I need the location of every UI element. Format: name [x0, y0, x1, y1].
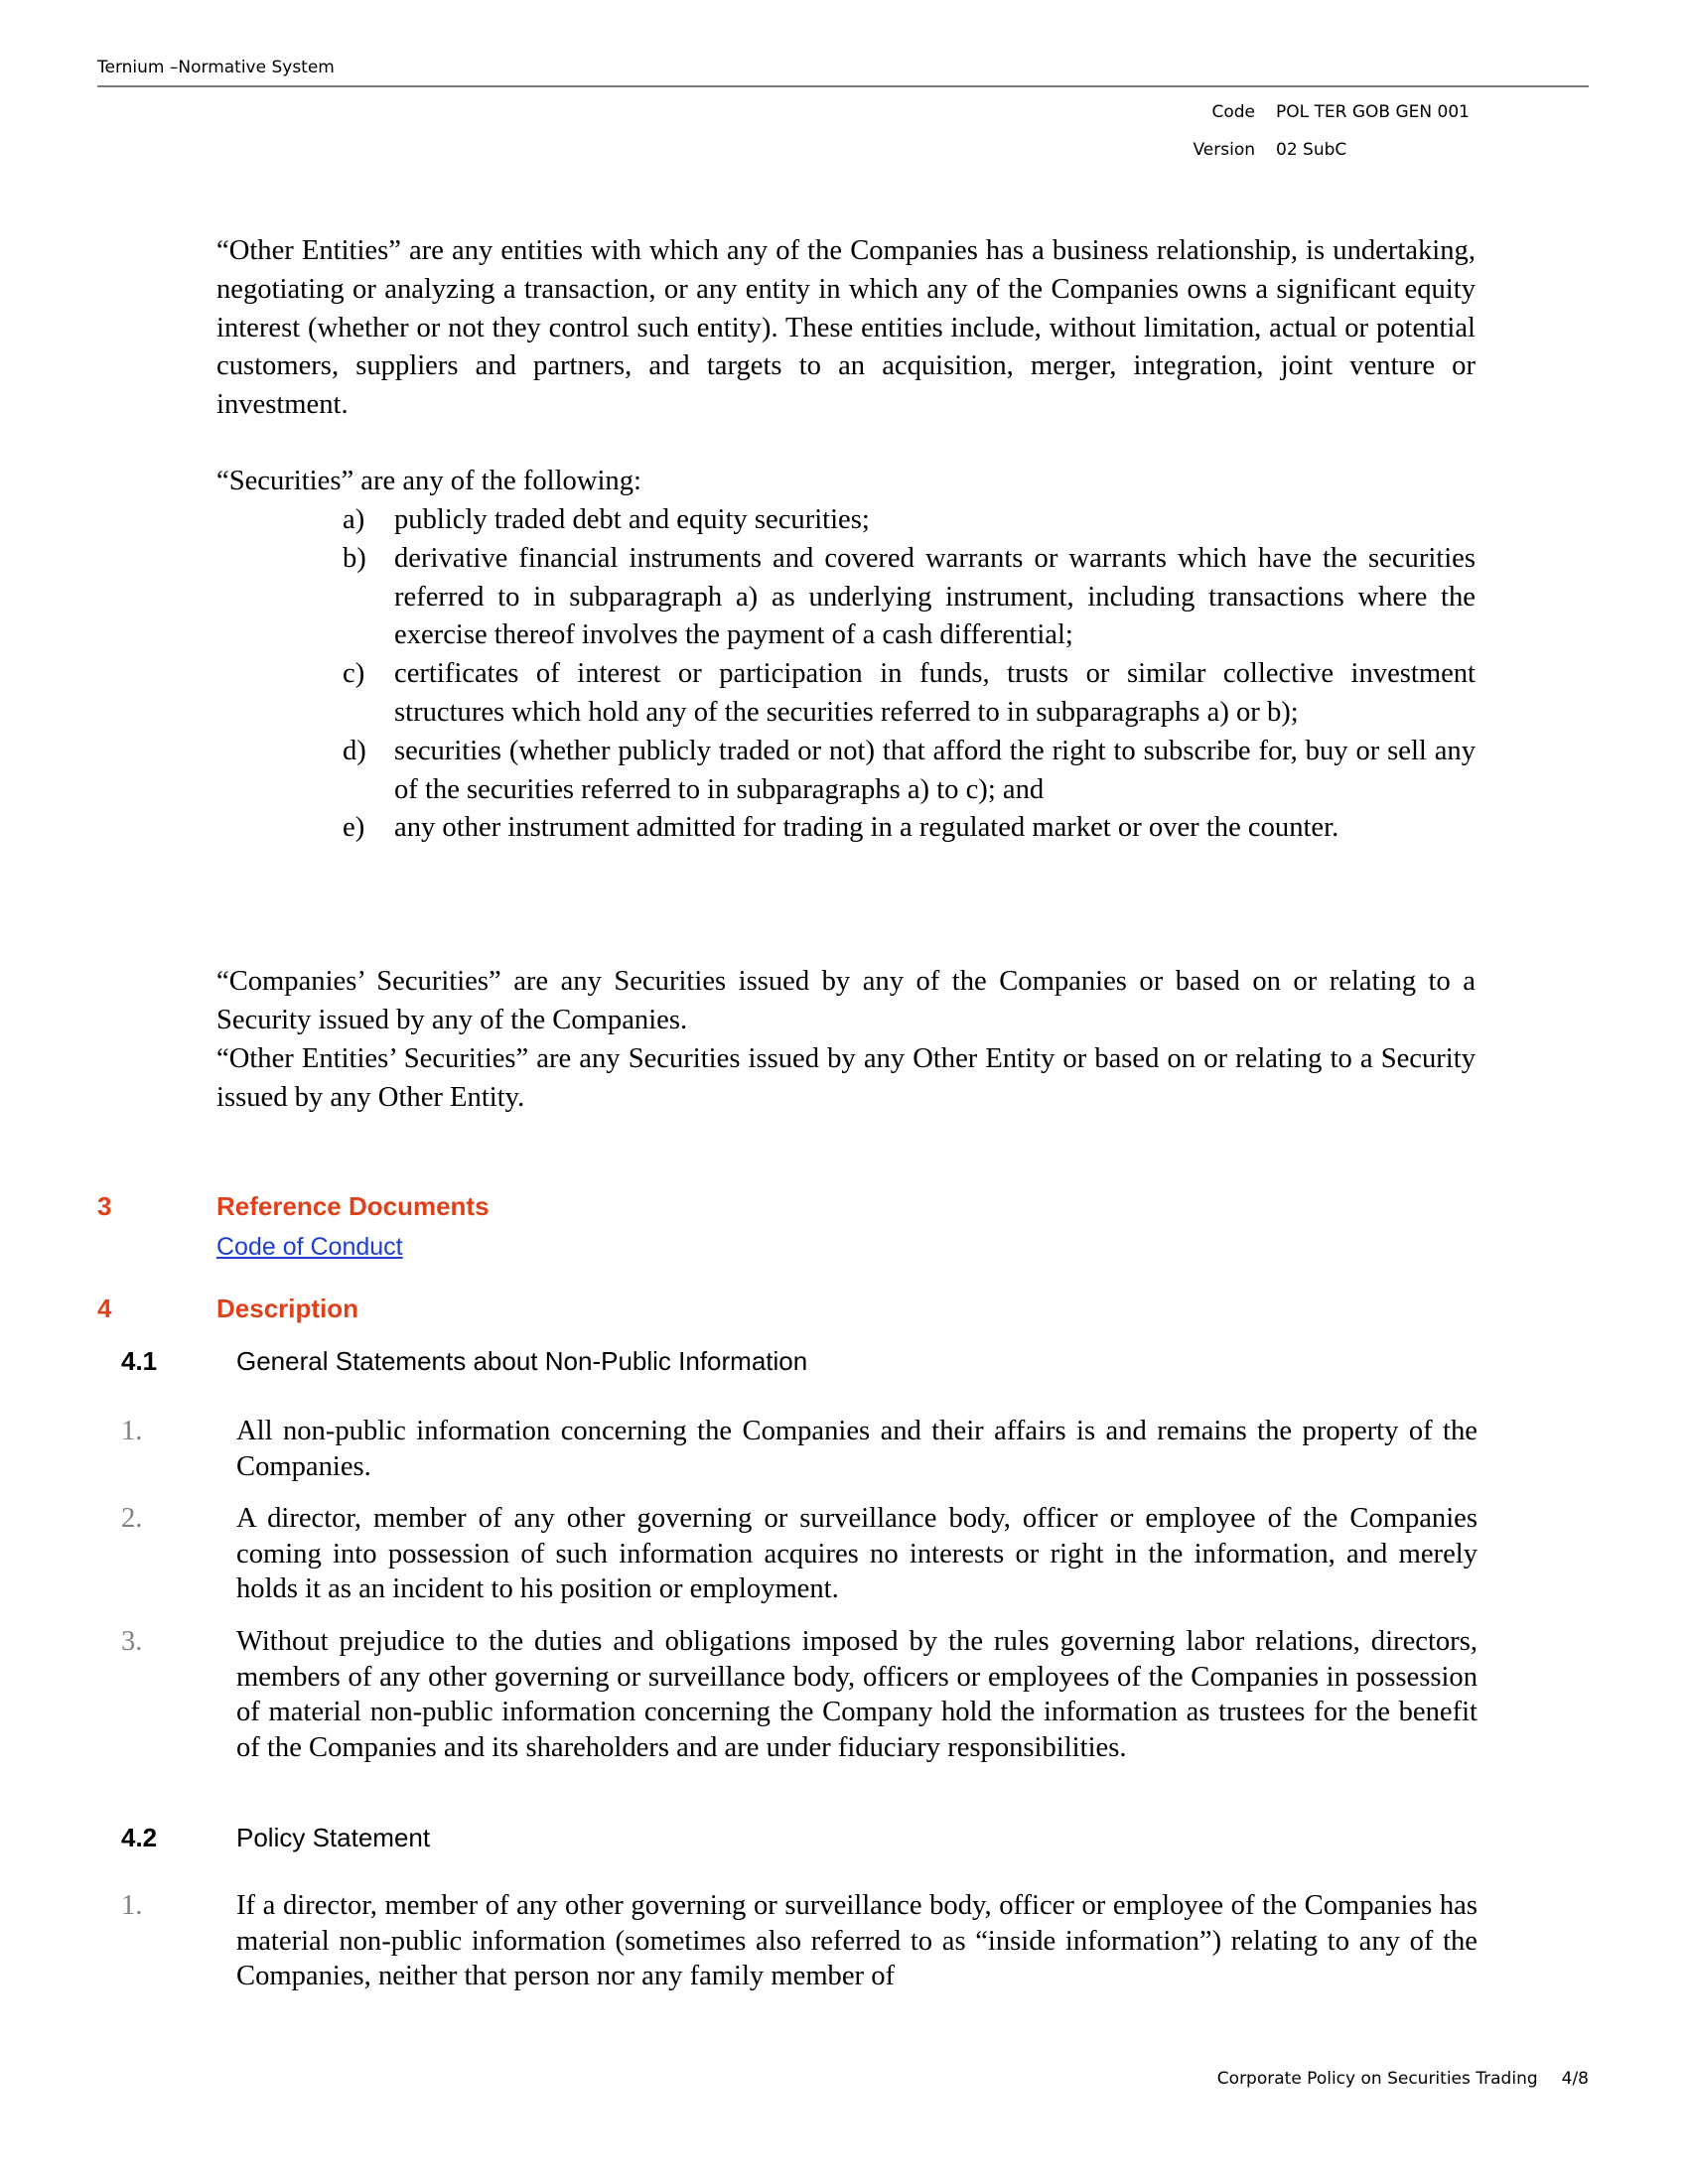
other-entities-definition: “Other Entities” are any entities with which any of the Companies has a business relationship, is undertaking, negotiating or analyzing a transaction, or any entity in which any of the Companies owns a significant equity interest (whether or not they control such entity). These entities include, without limitation, actual or potential customers, suppliers and partners, and targets to an acquisition, merger, integration, joint venture or investment. [216, 235, 1476, 421]
list-item [343, 540, 1476, 655]
numbered-item [121, 1414, 1477, 1484]
list-item [343, 501, 1476, 540]
version-row [1190, 131, 1494, 169]
list-letter: e) [343, 812, 365, 844]
item-number: 1. [121, 1416, 143, 1446]
subsection-number: 4.2 [121, 1823, 158, 1852]
code-value: POL TER GOB GEN 001 [1276, 102, 1470, 122]
section-title: Reference Documents [216, 1191, 490, 1221]
list-text: any other instrument admitted for trading in a regulated market or over the counter. [394, 812, 1339, 844]
subsection-4-1-heading [121, 1346, 807, 1377]
subsection-number: 4.1 [121, 1346, 158, 1376]
securities-intro: “Securities” are any of the following: [216, 466, 641, 496]
subsection-4-2-heading [121, 1823, 430, 1853]
list-item [343, 733, 1476, 810]
list-letter: a) [343, 504, 365, 535]
code-of-conduct-link[interactable]: Code of Conduct [216, 1233, 403, 1261]
section-3-heading [97, 1191, 490, 1222]
numbered-item [121, 1624, 1477, 1765]
item-text: Without prejudice to the duties and obligations imposed by the rules governing labor relations, directors, members of any other governing or surveillance body, officers or employees of the Companies in possession of material non-public information concerning the Company hold the information as trustees for the benefit of the Companies and its shareholders and are under fiduciary responsibilities. [236, 1626, 1477, 1763]
list-text: certificates of interest or participation in funds, trusts or similar collective investment structures which hold any of the securities referred to in subparagraphs a) or b); [394, 658, 1476, 728]
version-label: Version [1193, 140, 1255, 160]
page-number: 4/8 [1561, 2069, 1589, 2089]
item-number: 3. [121, 1626, 143, 1657]
item-number: 1. [121, 1890, 143, 1921]
list-letter: d) [343, 735, 366, 766]
footer-document-title: Corporate Policy on Securities Trading [1216, 2069, 1538, 2089]
list-text: publicly traded debt and equity securities; [394, 504, 870, 535]
version-value: 02 SubC [1276, 140, 1347, 160]
list-item [343, 809, 1476, 848]
header-divider [97, 85, 1589, 87]
list-item [343, 655, 1476, 733]
list-text: securities (whether publicly traded or not) that afford the right to subscribe for, buy or sell any of the securities referred to in subparagraphs a) to c); and [394, 735, 1476, 805]
section-number: 4 [97, 1294, 112, 1323]
document-meta [1190, 93, 1494, 169]
numbered-item [121, 1888, 1477, 1994]
section-title: Description [216, 1294, 359, 1323]
companies-securities-definition: “Companies’ Securities” are any Securities issued by any of the Companies or based on or relating to a Security issued by any of the Companies. [216, 966, 1476, 1035]
list-letter: c) [343, 658, 365, 690]
item-text: All non-public information concerning the Companies and their affairs is and remains the property of the Companies. [236, 1416, 1477, 1482]
item-text: If a director, member of any other governing or surveillance body, officer or employee of the Companies has material non-public information (sometimes also referred to as “inside information”) relating to any of the Companies, neither that person nor any family member of [236, 1890, 1477, 1992]
item-text: A director, member of any other governing or surveillance body, officer or employee of the Companies coming into possession of such information acquires no interests or right in the information, and merely holds it as an incident to his position or employment. [236, 1503, 1477, 1605]
section-4-heading [97, 1294, 358, 1324]
header-title: Ternium –Normative System [97, 58, 335, 77]
list-text: derivative financial instruments and covered warrants or warrants which have the securities referred to in subparagraph a) as underlying instrument, including transactions where the exercise thereof involves the payment of a cash differential; [394, 542, 1476, 651]
subsection-title: General Statements about Non-Public Information [236, 1346, 808, 1376]
numbered-item [121, 1501, 1477, 1607]
other-entities-securities-definition: “Other Entities’ Securities” are any Securities issued by any Other Entity or based on or relating to a Security issued by any Other Entity. [216, 1043, 1476, 1113]
section-number: 3 [97, 1191, 112, 1221]
list-letter: b) [343, 542, 366, 574]
code-row [1190, 93, 1494, 131]
item-number: 2. [121, 1503, 143, 1534]
page-footer [1182, 2069, 1589, 2089]
securities-list [343, 501, 1476, 848]
code-label: Code [1211, 102, 1255, 122]
subsection-title: Policy Statement [236, 1823, 431, 1852]
